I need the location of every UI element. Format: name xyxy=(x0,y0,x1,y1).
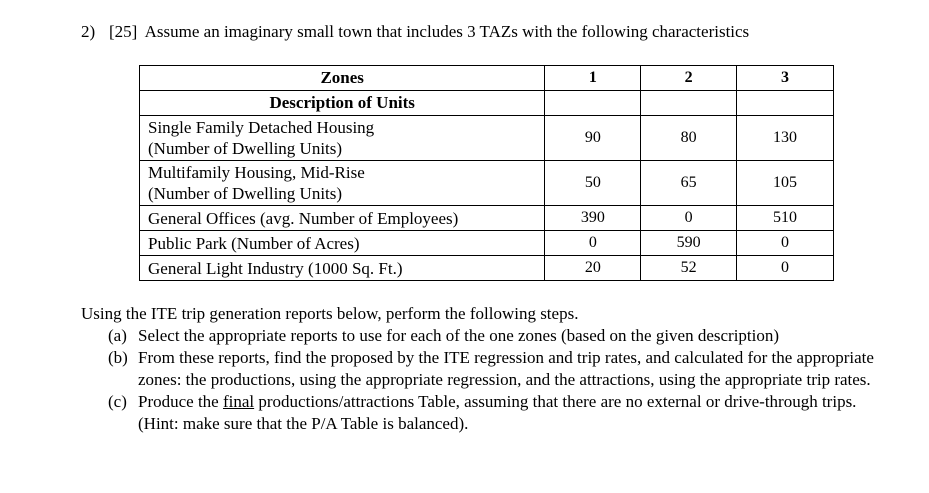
zone-1-value: 90 xyxy=(545,116,641,161)
row-description: General Offices (avg. Number of Employees) xyxy=(140,206,545,231)
zone-3-value: 105 xyxy=(737,161,834,206)
zone-2-value: 65 xyxy=(641,161,737,206)
step-c xyxy=(81,391,901,435)
empty-cell xyxy=(737,91,834,116)
table-row xyxy=(140,256,834,281)
row-description: Public Park (Number of Acres) xyxy=(140,231,545,256)
instructions xyxy=(81,303,901,435)
instructions-intro: Using the ITE trip generation reports below, perform the following steps. xyxy=(81,304,579,323)
zone-3-value: 130 xyxy=(737,116,834,161)
step-marker: (c) xyxy=(108,392,127,411)
step-b xyxy=(81,347,901,391)
row-description xyxy=(140,116,545,161)
row-description-line: (Number of Dwelling Units) xyxy=(148,139,343,158)
step-marker: (a) xyxy=(108,326,127,345)
row-description-line: Multifamily Housing, Mid-Rise xyxy=(148,163,365,182)
zone-3-value: 510 xyxy=(737,206,834,231)
step-text: From these reports, find the proposed by the ITE regression and trip rates, and calculated for the appropriate zones: the productions, using the appropriate regression, and the attractions, using the appropriate trip rates. xyxy=(138,348,874,389)
zone-1-value: 0 xyxy=(545,231,641,256)
table-header-row xyxy=(140,66,834,91)
zone-1-value: 390 xyxy=(545,206,641,231)
step-text-before: Produce the xyxy=(138,392,223,411)
question-number: 2) xyxy=(81,22,96,41)
zone-1-header: 1 xyxy=(545,66,641,91)
question-header xyxy=(81,21,749,43)
description-header: Description of Units xyxy=(140,91,545,116)
row-description-line: Single Family Detached Housing xyxy=(148,118,375,137)
row-description xyxy=(140,161,545,206)
zone-3-value: 0 xyxy=(737,231,834,256)
zone-1-value: 50 xyxy=(545,161,641,206)
row-description-line: (Number of Dwelling Units) xyxy=(148,184,343,203)
empty-cell xyxy=(545,91,641,116)
step-text: Select the appropriate reports to use for each of the one zones (based on the given description) xyxy=(138,326,780,345)
question-text: Assume an imaginary small town that includes 3 TAZs with the following characteristics xyxy=(144,22,750,41)
step-text-underlined: final xyxy=(222,392,255,411)
zones-header: Zones xyxy=(140,66,545,91)
steps-list xyxy=(81,325,901,435)
table-row xyxy=(140,116,834,161)
zone-3-value: 0 xyxy=(737,256,834,281)
zone-3-header: 3 xyxy=(737,66,834,91)
table-row xyxy=(140,231,834,256)
empty-cell xyxy=(641,91,737,116)
zone-2-value: 80 xyxy=(641,116,737,161)
step-marker: (b) xyxy=(108,348,128,367)
step-a xyxy=(81,325,901,347)
taz-characteristics-table xyxy=(139,65,834,281)
zone-2-value: 590 xyxy=(641,231,737,256)
zone-2-header: 2 xyxy=(641,66,737,91)
row-description: General Light Industry (1000 Sq. Ft.) xyxy=(140,256,545,281)
zone-2-value: 52 xyxy=(641,256,737,281)
question-points: [25] xyxy=(109,22,138,41)
zone-2-value: 0 xyxy=(641,206,737,231)
table-row xyxy=(140,206,834,231)
table-row xyxy=(140,161,834,206)
table-subheader-row xyxy=(140,91,834,116)
zone-1-value: 20 xyxy=(545,256,641,281)
step-text-after: productions/attractions Table, assuming that there are no external or drive-through trips. (Hint: make sure that the P/A Table is balanced). xyxy=(138,392,857,433)
